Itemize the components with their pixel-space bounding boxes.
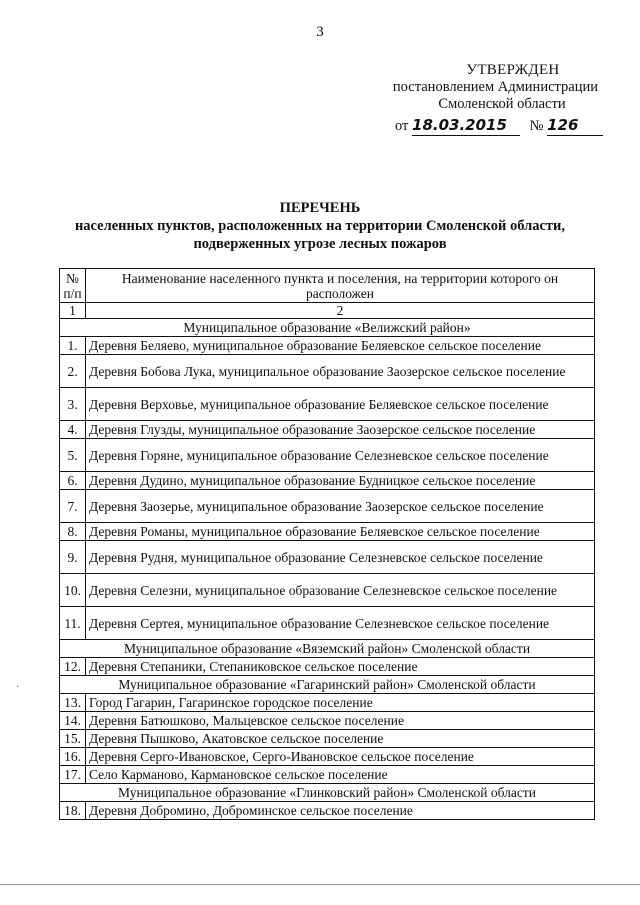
row-number: 14. (60, 712, 86, 730)
table-row (60, 472, 595, 490)
table-row (60, 658, 595, 676)
date-line (412, 116, 520, 136)
settlement-name: Деревня Степаники, Степаниковское сельское поселение (86, 658, 595, 676)
table-row (60, 607, 595, 640)
settlement-name: Деревня Бобова Лука, муниципальное образование Заозерское сельское поселение (86, 355, 595, 388)
table-row (60, 574, 595, 607)
settlement-name: Город Гагарин, Гагаринское городское поселение (86, 694, 595, 712)
settlement-name: Деревня Сертея, муниципальное образование Селезневское сельское поселение (86, 607, 595, 640)
header-num-cell: № п/п (60, 269, 86, 303)
table-row (60, 355, 595, 388)
district-group-row (60, 319, 595, 337)
table-row (60, 712, 595, 730)
row-number: 17. (60, 766, 86, 784)
handwritten-date: 18.03.2015 (412, 116, 507, 134)
row-number: 18. (60, 802, 86, 820)
settlement-name: Деревня Пышково, Акатовское сельское поселение (86, 730, 595, 748)
heading-title: ПЕРЕЧЕНЬ (279, 200, 361, 216)
row-number: 8. (60, 523, 86, 541)
page-number: 3 (316, 24, 324, 40)
table-row (60, 541, 595, 574)
settlement-name: Деревня Беляево, муниципальное образование Беляевское сельское поселение (86, 337, 595, 355)
approval-date-number (395, 116, 603, 136)
district-group-label: Муниципальное образование «Глинковский район» Смоленской области (60, 784, 595, 802)
settlement-name: Деревня Верховье, муниципальное образование Беляевское сельское поселение (86, 388, 595, 421)
approval-block (370, 62, 620, 113)
row-number: 11. (60, 607, 86, 640)
settlement-name: Деревня Дудино, муниципальное образование Будницкое сельское поселение (86, 472, 595, 490)
district-group-row (60, 676, 595, 694)
settlement-name: Деревня Рудня, муниципальное образование Селезневское сельское поселение (86, 541, 595, 574)
row-number: 2. (60, 355, 86, 388)
district-group-label: Муниципальное образование «Велижский район» (60, 319, 595, 337)
row-number: 4. (60, 421, 86, 439)
column-number-2: 2 (86, 303, 595, 319)
row-number: 5. (60, 439, 86, 472)
district-group-row (60, 784, 595, 802)
row-number: 13. (60, 694, 86, 712)
settlement-name: Деревня Серго-Ивановское, Серго-Ивановское сельское поселение (86, 748, 595, 766)
row-number: 3. (60, 388, 86, 421)
column-number-row (60, 303, 595, 319)
document-heading (0, 199, 640, 253)
table-row (60, 802, 595, 820)
district-group-label: Муниципальное образование «Вяземский район» Смоленской области (60, 640, 595, 658)
settlement-name: Село Карманово, Кармановское сельское поселение (86, 766, 595, 784)
column-number-1: 1 (60, 303, 86, 319)
row-number: 16. (60, 748, 86, 766)
settlements-table-body (60, 269, 595, 820)
settlement-name: Деревня Глузды, муниципальное образование Заозерское сельское поселение (86, 421, 595, 439)
heading-line-1: населенных пунктов, расположенных на территории Смоленской области, (74, 218, 566, 234)
approval-title: УТВЕРЖДЕН (466, 62, 560, 78)
table-row (60, 694, 595, 712)
table-row (60, 439, 595, 472)
approval-line-2: Смоленской области (438, 96, 566, 112)
header-name-cell: Наименование населенного пункта и поселения, на территории которого он расположен (86, 269, 595, 303)
settlements-table (59, 268, 595, 820)
row-number: 9. (60, 541, 86, 574)
scan-edge-line (0, 884, 640, 885)
row-number: 12. (60, 658, 86, 676)
scan-mark: · (16, 682, 20, 693)
row-number: 15. (60, 730, 86, 748)
settlement-name: Деревня Добромино, Доброминское сельское поселение (86, 802, 595, 820)
heading-line-2: подверженных угрозе лесных пожаров (193, 236, 447, 252)
approval-line-1: постановлением Администрации (392, 79, 598, 95)
table-row (60, 730, 595, 748)
district-group-label: Муниципальное образование «Гагаринский район» Смоленской области (60, 676, 595, 694)
table-row (60, 523, 595, 541)
row-number: 7. (60, 490, 86, 523)
row-number: 10. (60, 574, 86, 607)
table-row (60, 388, 595, 421)
table-row (60, 421, 595, 439)
table-row (60, 748, 595, 766)
settlement-name: Деревня Селезни, муниципальное образование Селезневское сельское поселение (86, 574, 595, 607)
table-header-row (60, 269, 595, 303)
table-row (60, 766, 595, 784)
number-line (547, 116, 603, 136)
settlement-name: Деревня Романы, муниципальное образование Беляевское сельское поселение (86, 523, 595, 541)
settlement-name: Деревня Горяне, муниципальное образование Селезневское сельское поселение (86, 439, 595, 472)
number-prefix: № (529, 118, 544, 134)
settlement-name: Деревня Батюшково, Мальцевское сельское поселение (86, 712, 595, 730)
row-number: 1. (60, 337, 86, 355)
table-row (60, 490, 595, 523)
handwritten-number: 126 (547, 116, 579, 134)
date-prefix: от (395, 118, 409, 134)
district-group-row (60, 640, 595, 658)
settlement-name: Деревня Заозерье, муниципальное образование Заозерское сельское поселение (86, 490, 595, 523)
table-row (60, 337, 595, 355)
row-number: 6. (60, 472, 86, 490)
